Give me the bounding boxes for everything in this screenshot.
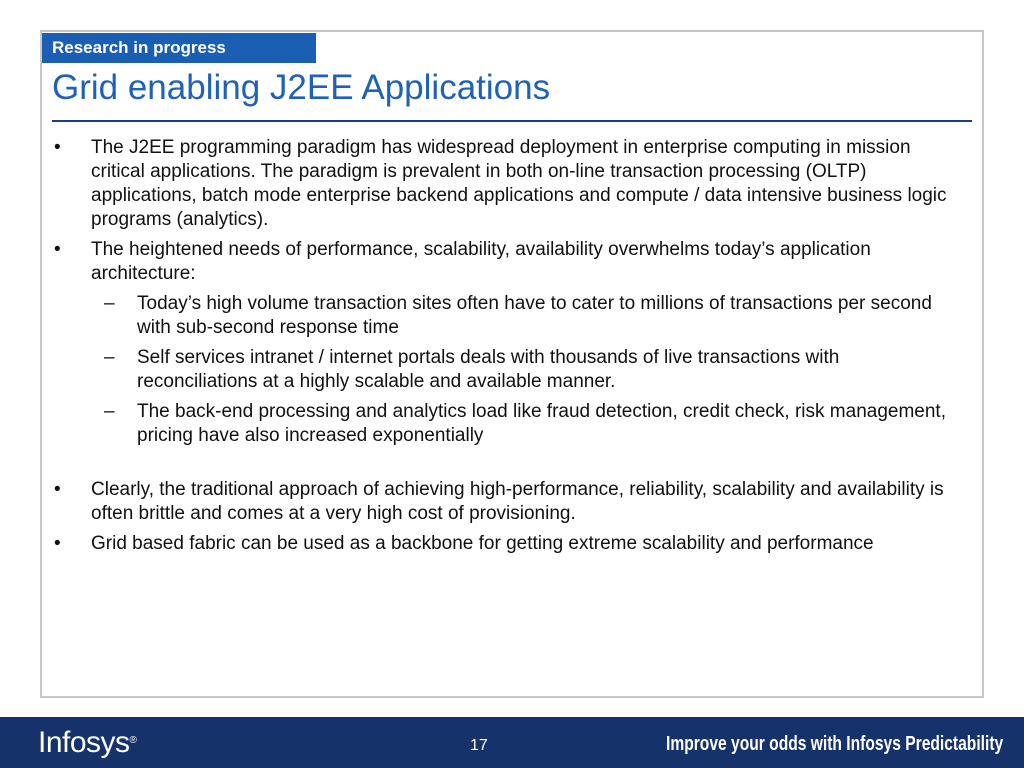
bullet-text: Grid based fabric can be used as a backbone for getting extreme scalability and performance [91,533,874,554]
slide-content [54,136,954,562]
bullet-text: Clearly, the traditional approach of achieving high-performance, reliability, scalability and availability is often brittle and comes at a very high cost of provisioning. [91,479,944,524]
sub-bullet-mark: – [104,293,115,314]
bullet-mark: • [54,137,61,158]
sub-bullet-text: Self services intranet / internet portals deals with thousands of live transactions with reconciliations at a highly scalable and available manner. [137,347,840,392]
bullet-item [54,238,954,286]
page-number: 17 [470,737,488,754]
bullet-item [54,136,954,232]
page-title: Grid enabling J2EE Applications [52,68,551,107]
sub-bullet-item [54,292,954,340]
sub-bullet-text: The back-end processing and analytics load like fraud detection, credit check, risk management, pricing have also increased exponentially [137,401,946,446]
bullet-mark: • [54,479,61,500]
registered-mark: ® [129,735,137,746]
research-tag: Research in progress [42,33,316,63]
title-divider [52,120,972,122]
bullet-mark: • [54,533,61,554]
footer-tagline: Improve your odds with Infosys Predictability [666,733,1004,755]
sub-bullet-item [54,346,954,394]
bullet-mark: • [54,239,61,260]
sub-bullet-mark: – [104,347,115,368]
logo-text: Infosys [38,726,130,759]
bullet-text: The J2EE programming paradigm has widespread deployment in enterprise computing in mission critical applications. The paradigm is prevalent in both on-line transaction processing (OLTP) applications, batch mode enterprise backend applications and compute / data intensive business logic programs (analytics). [91,137,947,230]
bullet-text: The heightened needs of performance, scalability, availability overwhelms today’s application architecture: [91,239,871,284]
bullet-item [54,478,954,526]
sub-bullet-item [54,400,954,448]
sub-bullet-text: Today’s high volume transaction sites often have to cater to millions of transactions per second with sub-second response time [137,293,932,338]
bullet-item [54,532,954,556]
sub-bullet-mark: – [104,401,115,422]
spacer [54,454,954,478]
infosys-logo [38,727,136,759]
